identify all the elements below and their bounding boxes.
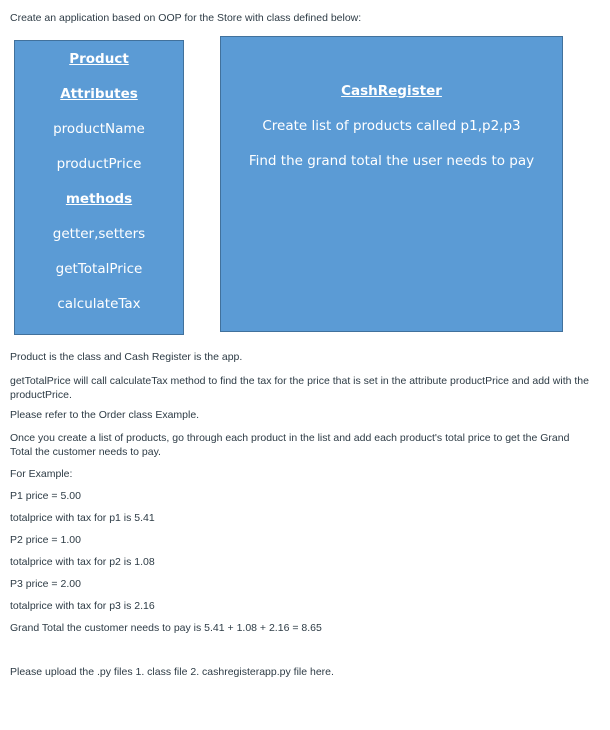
paragraph-for-example: For Example: xyxy=(10,468,73,480)
paragraph-intro: Product is the class and Cash Register is the app. xyxy=(10,351,243,363)
intro-text: Create an application based on OOP for the Store with class defined below: xyxy=(10,12,362,24)
attribute-product-name: productName xyxy=(53,121,145,137)
method-calculate-tax: calculateTax xyxy=(57,296,141,312)
method-get-total-price: getTotalPrice xyxy=(55,261,143,277)
methods-heading: methods xyxy=(65,191,133,207)
cash-register-box xyxy=(220,36,563,332)
example-p1-total: totalprice with tax for p1 is 5.41 xyxy=(10,512,155,524)
product-class-box xyxy=(14,40,184,335)
attribute-product-price: productPrice xyxy=(56,156,142,172)
product-title: Product xyxy=(69,51,129,67)
example-p3-price: P3 price = 2.00 xyxy=(10,578,81,590)
paragraph-get-total-price: getTotalPrice will call calculateTax method to find the tax for the price that is set in the attribute productPrice and add with the productPrice. xyxy=(10,375,589,401)
cash-register-title: CashRegister xyxy=(341,83,442,99)
example-p2-price: P2 price = 1.00 xyxy=(10,534,81,546)
example-grand-total: Grand Total the customer needs to pay is 5.41 + 1.08 + 2.16 = 8.65 xyxy=(10,622,322,634)
upload-instructions: Please upload the .py files 1. class file 2. cashregisterapp.py file here. xyxy=(10,666,334,678)
paragraph-refer-order: Please refer to the Order class Example. xyxy=(10,409,200,421)
example-p3-total: totalprice with tax for p3 is 2.16 xyxy=(10,600,155,612)
example-p1-price: P1 price = 5.00 xyxy=(10,490,81,502)
cash-register-line-2: Find the grand total the user needs to pay xyxy=(248,153,535,169)
attributes-heading: Attributes xyxy=(60,86,138,102)
paragraph-grand-total-explain: Once you create a list of products, go through each product in the list and add each product's total price to get the Grand Total the customer needs to pay. xyxy=(10,432,570,458)
cash-register-line-1: Create list of products called p1,p2,p3 xyxy=(262,118,521,134)
method-getter-setters: getter,setters xyxy=(52,226,146,242)
example-p2-total: totalprice with tax for p2 is 1.08 xyxy=(10,556,155,568)
